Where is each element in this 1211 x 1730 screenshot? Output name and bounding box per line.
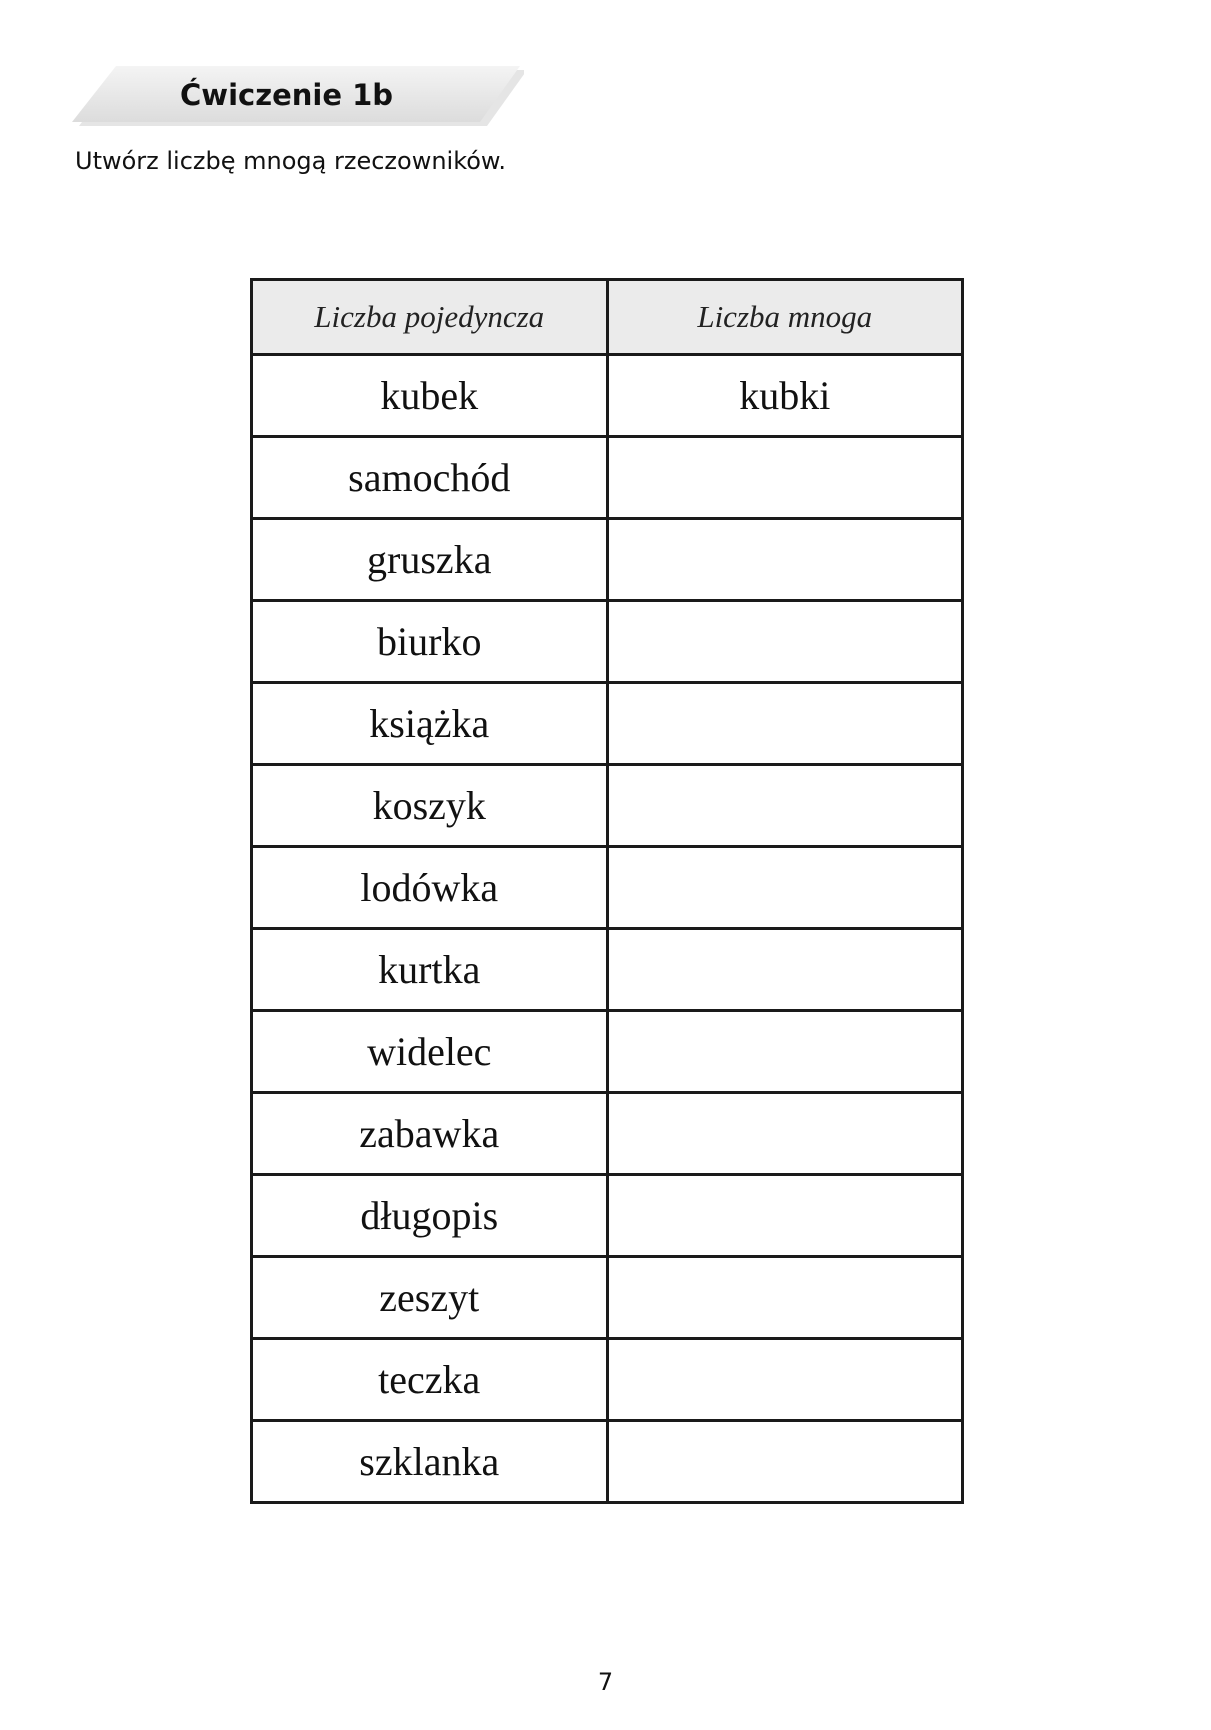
singular-cell: szklanka	[252, 1421, 608, 1503]
table-row	[252, 519, 963, 601]
plural-answer-cell[interactable]	[607, 929, 963, 1011]
singular-cell: lodówka	[252, 847, 608, 929]
plural-answer-cell[interactable]	[607, 1339, 963, 1421]
singular-cell: biurko	[252, 601, 608, 683]
table-row	[252, 1421, 963, 1503]
singular-cell: zeszyt	[252, 1257, 608, 1339]
singular-cell: książka	[252, 683, 608, 765]
table-row	[252, 765, 963, 847]
table-row	[252, 355, 963, 437]
column-header-singular: Liczba pojedyncza	[252, 280, 608, 355]
singular-cell: gruszka	[252, 519, 608, 601]
singular-cell: kubek	[252, 355, 608, 437]
table-body	[252, 355, 963, 1503]
plural-answer-cell[interactable]	[607, 1093, 963, 1175]
table-row	[252, 601, 963, 683]
table-row	[252, 1011, 963, 1093]
singular-cell: zabawka	[252, 1093, 608, 1175]
singular-cell: samochód	[252, 437, 608, 519]
plural-answer-cell[interactable]: kubki	[607, 355, 963, 437]
plural-answer-cell[interactable]	[607, 519, 963, 601]
plural-answer-cell[interactable]	[607, 437, 963, 519]
table-row	[252, 1175, 963, 1257]
table-row	[252, 929, 963, 1011]
singular-cell: kurtka	[252, 929, 608, 1011]
table-row	[252, 847, 963, 929]
singular-cell: długopis	[252, 1175, 608, 1257]
table-row	[252, 683, 963, 765]
page-number: 7	[597, 1668, 614, 1696]
plural-answer-cell[interactable]	[607, 847, 963, 929]
plural-answer-cell[interactable]	[607, 1257, 963, 1339]
exercise-title: Ćwiczenie 1b	[180, 78, 394, 112]
exercise-instruction: Utwórz liczbę mnogą rzeczowników.	[75, 147, 506, 175]
table-row	[252, 1339, 963, 1421]
table-row	[252, 1257, 963, 1339]
plural-answer-cell[interactable]	[607, 765, 963, 847]
plural-answer-cell[interactable]	[607, 1175, 963, 1257]
singular-cell: teczka	[252, 1339, 608, 1421]
table-row	[252, 1093, 963, 1175]
singular-cell: widelec	[252, 1011, 608, 1093]
column-header-plural: Liczba mnoga	[607, 280, 963, 355]
title-banner	[72, 66, 524, 126]
plural-answer-cell[interactable]	[607, 1421, 963, 1503]
plural-answer-cell[interactable]	[607, 1011, 963, 1093]
table-row	[252, 437, 963, 519]
plural-answer-cell[interactable]	[607, 601, 963, 683]
plural-answer-cell[interactable]	[607, 683, 963, 765]
singular-cell: koszyk	[252, 765, 608, 847]
table-header-row	[252, 280, 963, 355]
plural-forms-table	[250, 278, 964, 1504]
